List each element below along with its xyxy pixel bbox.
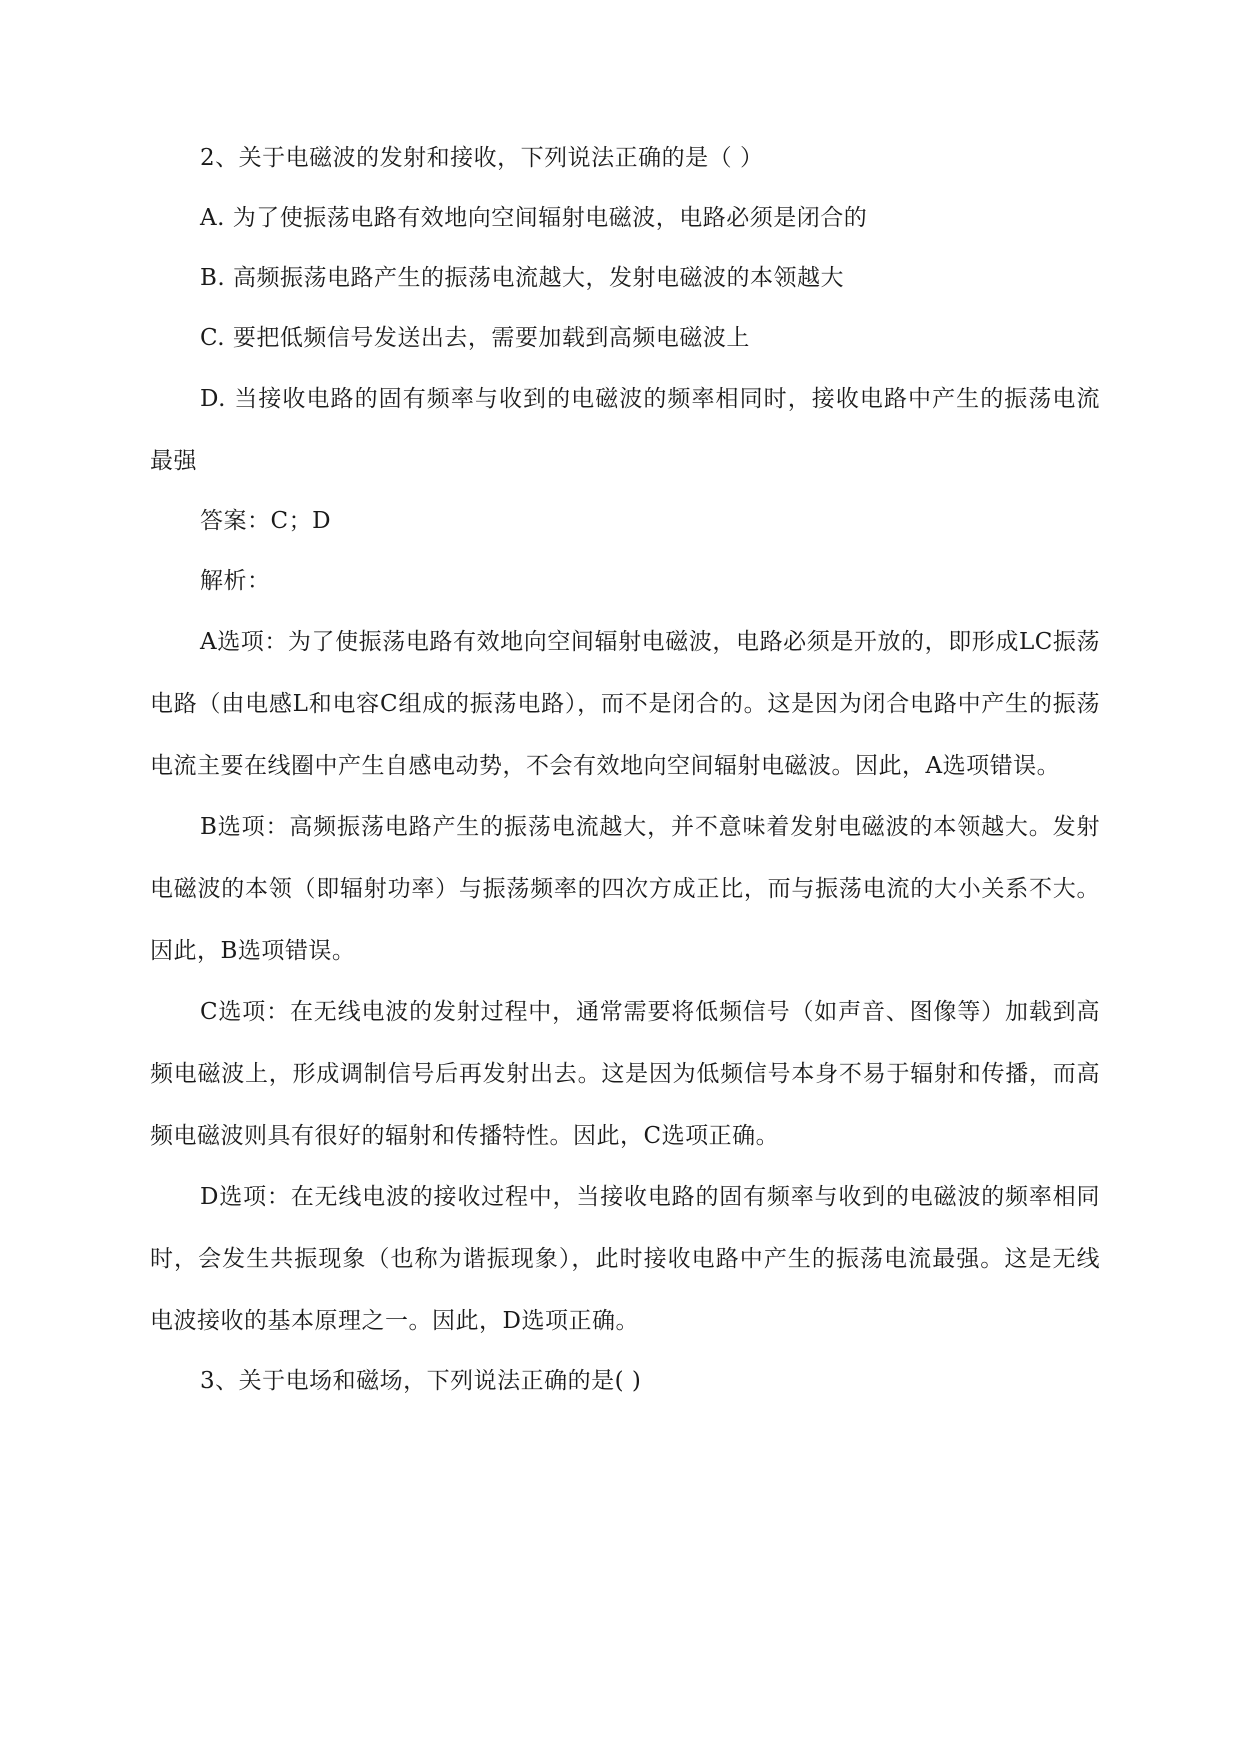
question-2-answer: 答案：C；D [200, 508, 332, 534]
analysis-option-b: B选项：高频振荡电路产生的振荡电流越大，并不意味着发射电磁波的本领越大。发射电磁波的本领（即辐射功率）与振荡频率的四次方成正比，而与振荡电流的大小关系不大。因此，B选项错误。 [150, 814, 1100, 964]
analysis-label: 解析： [200, 568, 271, 594]
question-2-stem: 2、关于电磁波的发射和接收，下列说法正确的是（ ） [200, 145, 764, 171]
question-2-option-d: D. 当接收电路的固有频率与收到的电磁波的频率相同时，接收电路中产生的振荡电流最强 [150, 386, 1100, 474]
analysis-option-c: C选项：在无线电波的发射过程中，通常需要将低频信号（如声音、图像等）加载到高频电磁波上，形成调制信号后再发射出去。这是因为低频信号本身不易于辐射和传播，而高频电磁波则具有很好的辐射和传播特性。因此，C选项正确。 [150, 999, 1100, 1149]
question-2-option-c: C. 要把低频信号发送出去，需要加载到高频电磁波上 [200, 325, 750, 351]
question-2-option-a: A. 为了使振荡电路有效地向空间辐射电磁波，电路必须是闭合的 [200, 205, 868, 231]
question-2-option-b: B. 高频振荡电路产生的振荡电流越大，发射电磁波的本领越大 [200, 265, 845, 291]
question-3-stem: 3、关于电场和磁场，下列说法正确的是( ) [200, 1368, 642, 1394]
analysis-option-a: A选项：为了使振荡电路有效地向空间辐射电磁波，电路必须是开放的，即形成LC振荡电路（由电感L和电容C组成的振荡电路），而不是闭合的。这是因为闭合电路中产生的振荡电流主要在线圈中产生自感电动势，不会有效地向空间辐射电磁波。因此，A选项错误。 [150, 629, 1100, 779]
analysis-option-d: D选项：在无线电波的接收过程中，当接收电路的固有频率与收到的电磁波的频率相同时，会发生共振现象（也称为谐振现象），此时接收电路中产生的振荡电流最强。这是无线电波接收的基本原理之一。因此，D选项正确。 [150, 1184, 1100, 1334]
page-content [150, 143, 1100, 1426]
